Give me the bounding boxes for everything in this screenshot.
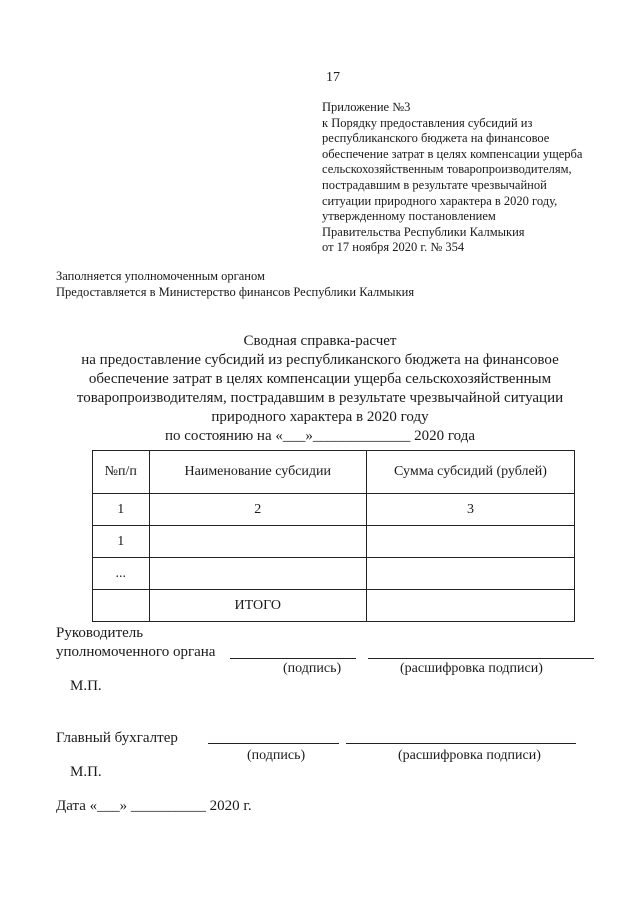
table-cell: ... [93, 558, 150, 590]
appendix-line: Правительства Республики Калмыкия [322, 224, 525, 239]
accountant-signature-caption: (подпись) [247, 748, 306, 763]
table-row [93, 494, 575, 526]
appendix-line: республиканского бюджета на финансовое [322, 131, 550, 146]
head-decoding-line [368, 658, 594, 659]
table-cell: 2 [149, 494, 366, 526]
notes-block [56, 268, 414, 300]
head-title-line1: Руководитель [56, 625, 144, 641]
header-subsidy-name: Наименование субсидии [149, 451, 366, 494]
title-line: Сводная справка-расчет [243, 333, 397, 349]
appendix-line: ситуации природного характера в 2020 году, [322, 193, 558, 208]
head-decoding-caption: (расшифровка подписи) [400, 661, 543, 676]
accountant-signature-line [208, 743, 339, 744]
table-cell: 1 [93, 494, 150, 526]
table-header-row [93, 451, 575, 494]
table-total-row [93, 590, 575, 622]
accountant-decoding-line [346, 743, 576, 744]
table-row [93, 526, 575, 558]
table-cell [149, 526, 366, 558]
header-subsidy-amount: Сумма субсидий (рублей) [366, 451, 574, 494]
appendix-line: Приложение №3 [322, 100, 411, 114]
head-signature-caption: (подпись) [283, 661, 342, 676]
total-label: ИТОГО [149, 590, 366, 622]
accountant-seal: М.П. [70, 764, 102, 780]
header-number: №п/п [93, 451, 150, 494]
appendix-line: утвержденному постановлением [322, 209, 496, 224]
table-cell [366, 526, 574, 558]
head-title-line2: уполномоченного органа [56, 644, 216, 660]
appendix-block [322, 100, 622, 256]
head-seal: М.П. [70, 678, 102, 694]
appendix-line: обеспечение затрат в целях компенсации ущерба [322, 146, 583, 161]
table-cell: 3 [366, 494, 574, 526]
title-line: на предоставление субсидий из республиканского бюджета на финансовое [81, 352, 559, 368]
appendix-line: к Порядку предоставления субсидий из [322, 115, 533, 130]
table-row [93, 558, 575, 590]
head-signature-line [230, 658, 356, 659]
submitted-to-note: Предоставляется в Министерство финансов Республики Калмыкия [56, 285, 415, 299]
appendix-line: от 17 ноября 2020 г. № 354 [322, 240, 465, 255]
table-cell [93, 590, 150, 622]
accountant-title: Главный бухгалтер [56, 730, 178, 746]
document-title [40, 332, 600, 446]
title-date-line: по состоянию на «___»_____________ 2020 года [164, 428, 476, 444]
title-line: товаропроизводителям, пострадавшим в результате чрезвычайной ситуации [76, 390, 564, 406]
filled-by-note: Заполняется уполномоченным органом [56, 269, 265, 283]
title-line: природного характера в 2020 году [211, 409, 429, 425]
table-cell [366, 590, 574, 622]
page-number: 17 [326, 70, 340, 85]
subsidy-table [92, 450, 575, 622]
appendix-line: пострадавшим в результате чрезвычайной [322, 177, 547, 192]
table-cell: 1 [93, 526, 150, 558]
table-cell [149, 558, 366, 590]
appendix-line: сельскохозяйственным товаропроизводителям, [322, 162, 572, 177]
date-line: Дата «___» __________ 2020 г. [56, 798, 252, 814]
accountant-decoding-caption: (расшифровка подписи) [398, 748, 541, 763]
title-line: обеспечение затрат в целях компенсации ущерба сельскохозяйственным [88, 371, 552, 387]
table-cell [366, 558, 574, 590]
